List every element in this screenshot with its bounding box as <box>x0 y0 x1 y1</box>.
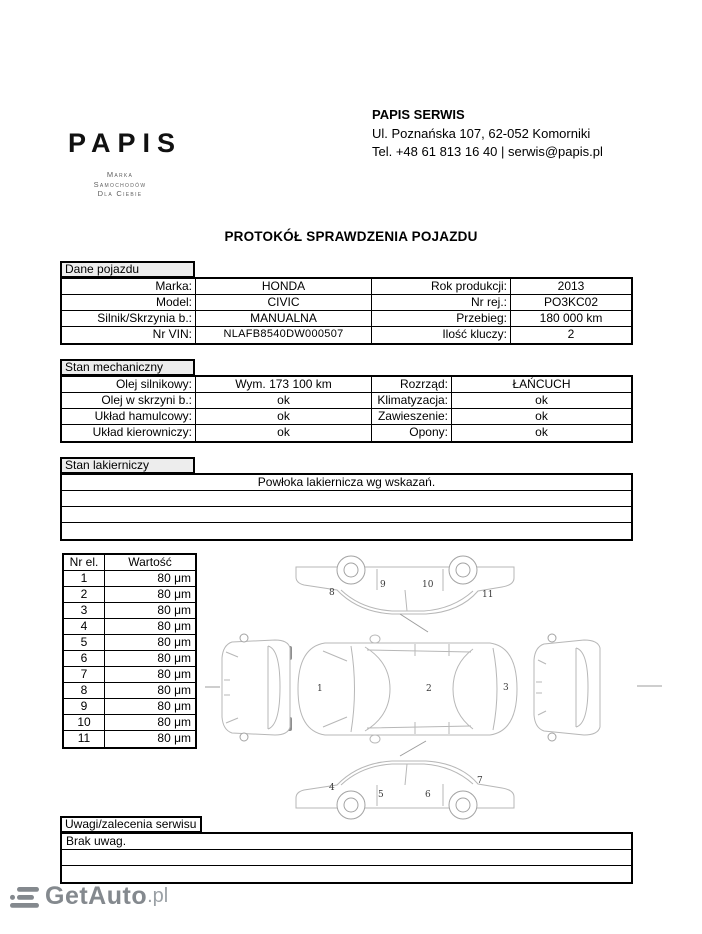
car-front-view <box>205 634 292 741</box>
meas-nr: 11 <box>64 731 105 747</box>
vehicle-label: Model: <box>62 295 196 311</box>
tagline-line-2: Samochodów <box>93 179 147 189</box>
company-info <box>372 106 603 162</box>
papis-logo <box>68 128 183 199</box>
remarks-empty-row <box>62 866 631 882</box>
section-header-remarks: Uwagi/zalecenia serwisu <box>60 816 202 833</box>
meas-nr: 6 <box>64 651 105 667</box>
meas-nr: 1 <box>64 571 105 587</box>
meas-nr: 7 <box>64 667 105 683</box>
car-top-view <box>298 635 517 743</box>
mech-label: Olej w skrzyni b.: <box>62 393 196 409</box>
mech-label: Klimatyzacja: <box>372 393 452 409</box>
mech-value: ok <box>196 409 372 425</box>
meas-value: 80 μm <box>105 603 195 619</box>
section-header-mechanical: Stan mechaniczny <box>60 359 195 376</box>
mech-value: ok <box>196 393 372 409</box>
meas-value: 80 μm <box>105 619 195 635</box>
paint-table <box>60 473 633 541</box>
vehicle-label: Marka: <box>62 279 196 295</box>
car-damage-diagram <box>200 540 665 830</box>
mech-label: Rozrząd: <box>372 377 452 393</box>
watermark-brand: GetAuto <box>45 882 148 910</box>
company-address: Ul. Poznańska 107, 62-052 Komorniki <box>372 125 591 141</box>
paint-empty-row <box>62 507 631 523</box>
panel-label-2: 2 <box>426 684 432 694</box>
vehicle-value: MANUALNA <box>196 311 372 327</box>
mech-label: Olej silnikowy: <box>62 377 196 393</box>
mech-label: Układ hamulcowy: <box>62 409 196 425</box>
remarks-empty-row <box>62 850 631 866</box>
vehicle-value: CIVIC <box>196 295 372 311</box>
vehicle-vin-value: NLAFB8540DW000507 <box>196 327 372 343</box>
paint-empty-row <box>62 523 631 539</box>
vehicle-value: 180 000 km <box>511 311 631 327</box>
leader-line-bottom <box>400 741 426 756</box>
panel-label-7: 7 <box>477 776 483 786</box>
meas-col-header-nr: Nr el. <box>64 555 105 571</box>
vehicle-label: Rok produkcji: <box>372 279 511 295</box>
page-title: PROTOKÓŁ SPRAWDZENIA POJAZDU <box>224 229 478 244</box>
car-rear-view <box>534 634 662 741</box>
leader-line-top <box>400 614 428 632</box>
mech-value: ok <box>196 425 372 441</box>
vehicle-value: HONDA <box>196 279 372 295</box>
mech-label: Zawieszenie: <box>372 409 452 425</box>
meas-nr: 2 <box>64 587 105 603</box>
meas-nr: 4 <box>64 619 105 635</box>
meas-nr: 5 <box>64 635 105 651</box>
meas-value: 80 μm <box>105 715 195 731</box>
company-contact: Tel. +48 61 813 16 40 | serwis@papis.pl <box>372 144 603 159</box>
mech-label: Opony: <box>372 425 452 441</box>
vehicle-label: Przebieg: <box>372 311 511 327</box>
vehicle-label: Nr VIN: <box>62 327 196 343</box>
section-header-paint: Stan lakierniczy <box>60 457 195 474</box>
meas-nr: 3 <box>64 603 105 619</box>
papis-logo-text: PAPIS <box>68 128 183 158</box>
vehicle-value: PO3KC02 <box>511 295 631 311</box>
meas-value: 80 μm <box>105 587 195 603</box>
mech-value: ok <box>452 393 631 409</box>
measurement-table <box>62 553 197 749</box>
meas-nr: 9 <box>64 699 105 715</box>
vehicle-label: Ilość kluczy: <box>372 327 511 343</box>
mech-value: ok <box>535 425 548 439</box>
section-header-vehicle-data: Dane pojazdu <box>60 261 195 278</box>
meas-value: 80 μm <box>105 667 195 683</box>
getauto-watermark <box>10 883 168 909</box>
meas-value: 80 μm <box>105 651 195 667</box>
car-side-view-inverted <box>296 556 514 614</box>
panel-label-9: 9 <box>380 580 386 590</box>
vehicle-label: Silnik/Skrzynia b.: <box>62 311 196 327</box>
mech-value: ok <box>452 409 631 425</box>
company-name: PAPIS SERWIS <box>372 107 465 122</box>
meas-value: 80 μm <box>157 731 191 745</box>
meas-nr: 8 <box>64 683 105 699</box>
panel-label-5: 5 <box>378 790 384 800</box>
panel-label-3: 3 <box>503 683 509 693</box>
meas-value: 80 μm <box>105 571 195 587</box>
panel-label-11: 11 <box>482 590 494 600</box>
vehicle-label: Nr rej.: <box>372 295 511 311</box>
meas-value: 80 μm <box>105 635 195 651</box>
panel-label-1: 1 <box>317 684 323 694</box>
panel-label-6: 6 <box>425 790 431 800</box>
mech-label: Układ kierowniczy: <box>62 425 196 441</box>
meas-col-header-value: Wartość <box>105 555 195 571</box>
meas-nr: 10 <box>64 715 105 731</box>
papis-logo-tagline <box>68 170 172 199</box>
getauto-logo-icon <box>10 887 40 909</box>
mech-value: Wym. 173 100 km <box>196 377 372 393</box>
watermark-tld: .pl <box>147 885 169 907</box>
remarks-row: Brak uwag. <box>62 834 631 850</box>
mechanical-table <box>60 375 633 443</box>
tagline-line-3: Dla Ciebie <box>97 189 143 198</box>
vehicle-value: 2013 <box>511 279 631 295</box>
panel-label-8: 8 <box>329 588 335 598</box>
remarks-table <box>60 832 633 884</box>
paint-empty-row <box>62 491 631 507</box>
vehicle-data-table <box>60 277 633 345</box>
vehicle-value: 2 <box>567 327 575 341</box>
panel-label-4: 4 <box>329 783 335 793</box>
meas-value: 80 μm <box>105 699 195 715</box>
paint-note: Powłoka lakiernicza wg wskazań. <box>62 475 631 491</box>
panel-label-10: 10 <box>422 580 434 590</box>
tagline-line-1: Marka <box>106 170 134 179</box>
meas-value: 80 μm <box>105 683 195 699</box>
mech-value: ŁAŃCUCH <box>452 377 631 393</box>
